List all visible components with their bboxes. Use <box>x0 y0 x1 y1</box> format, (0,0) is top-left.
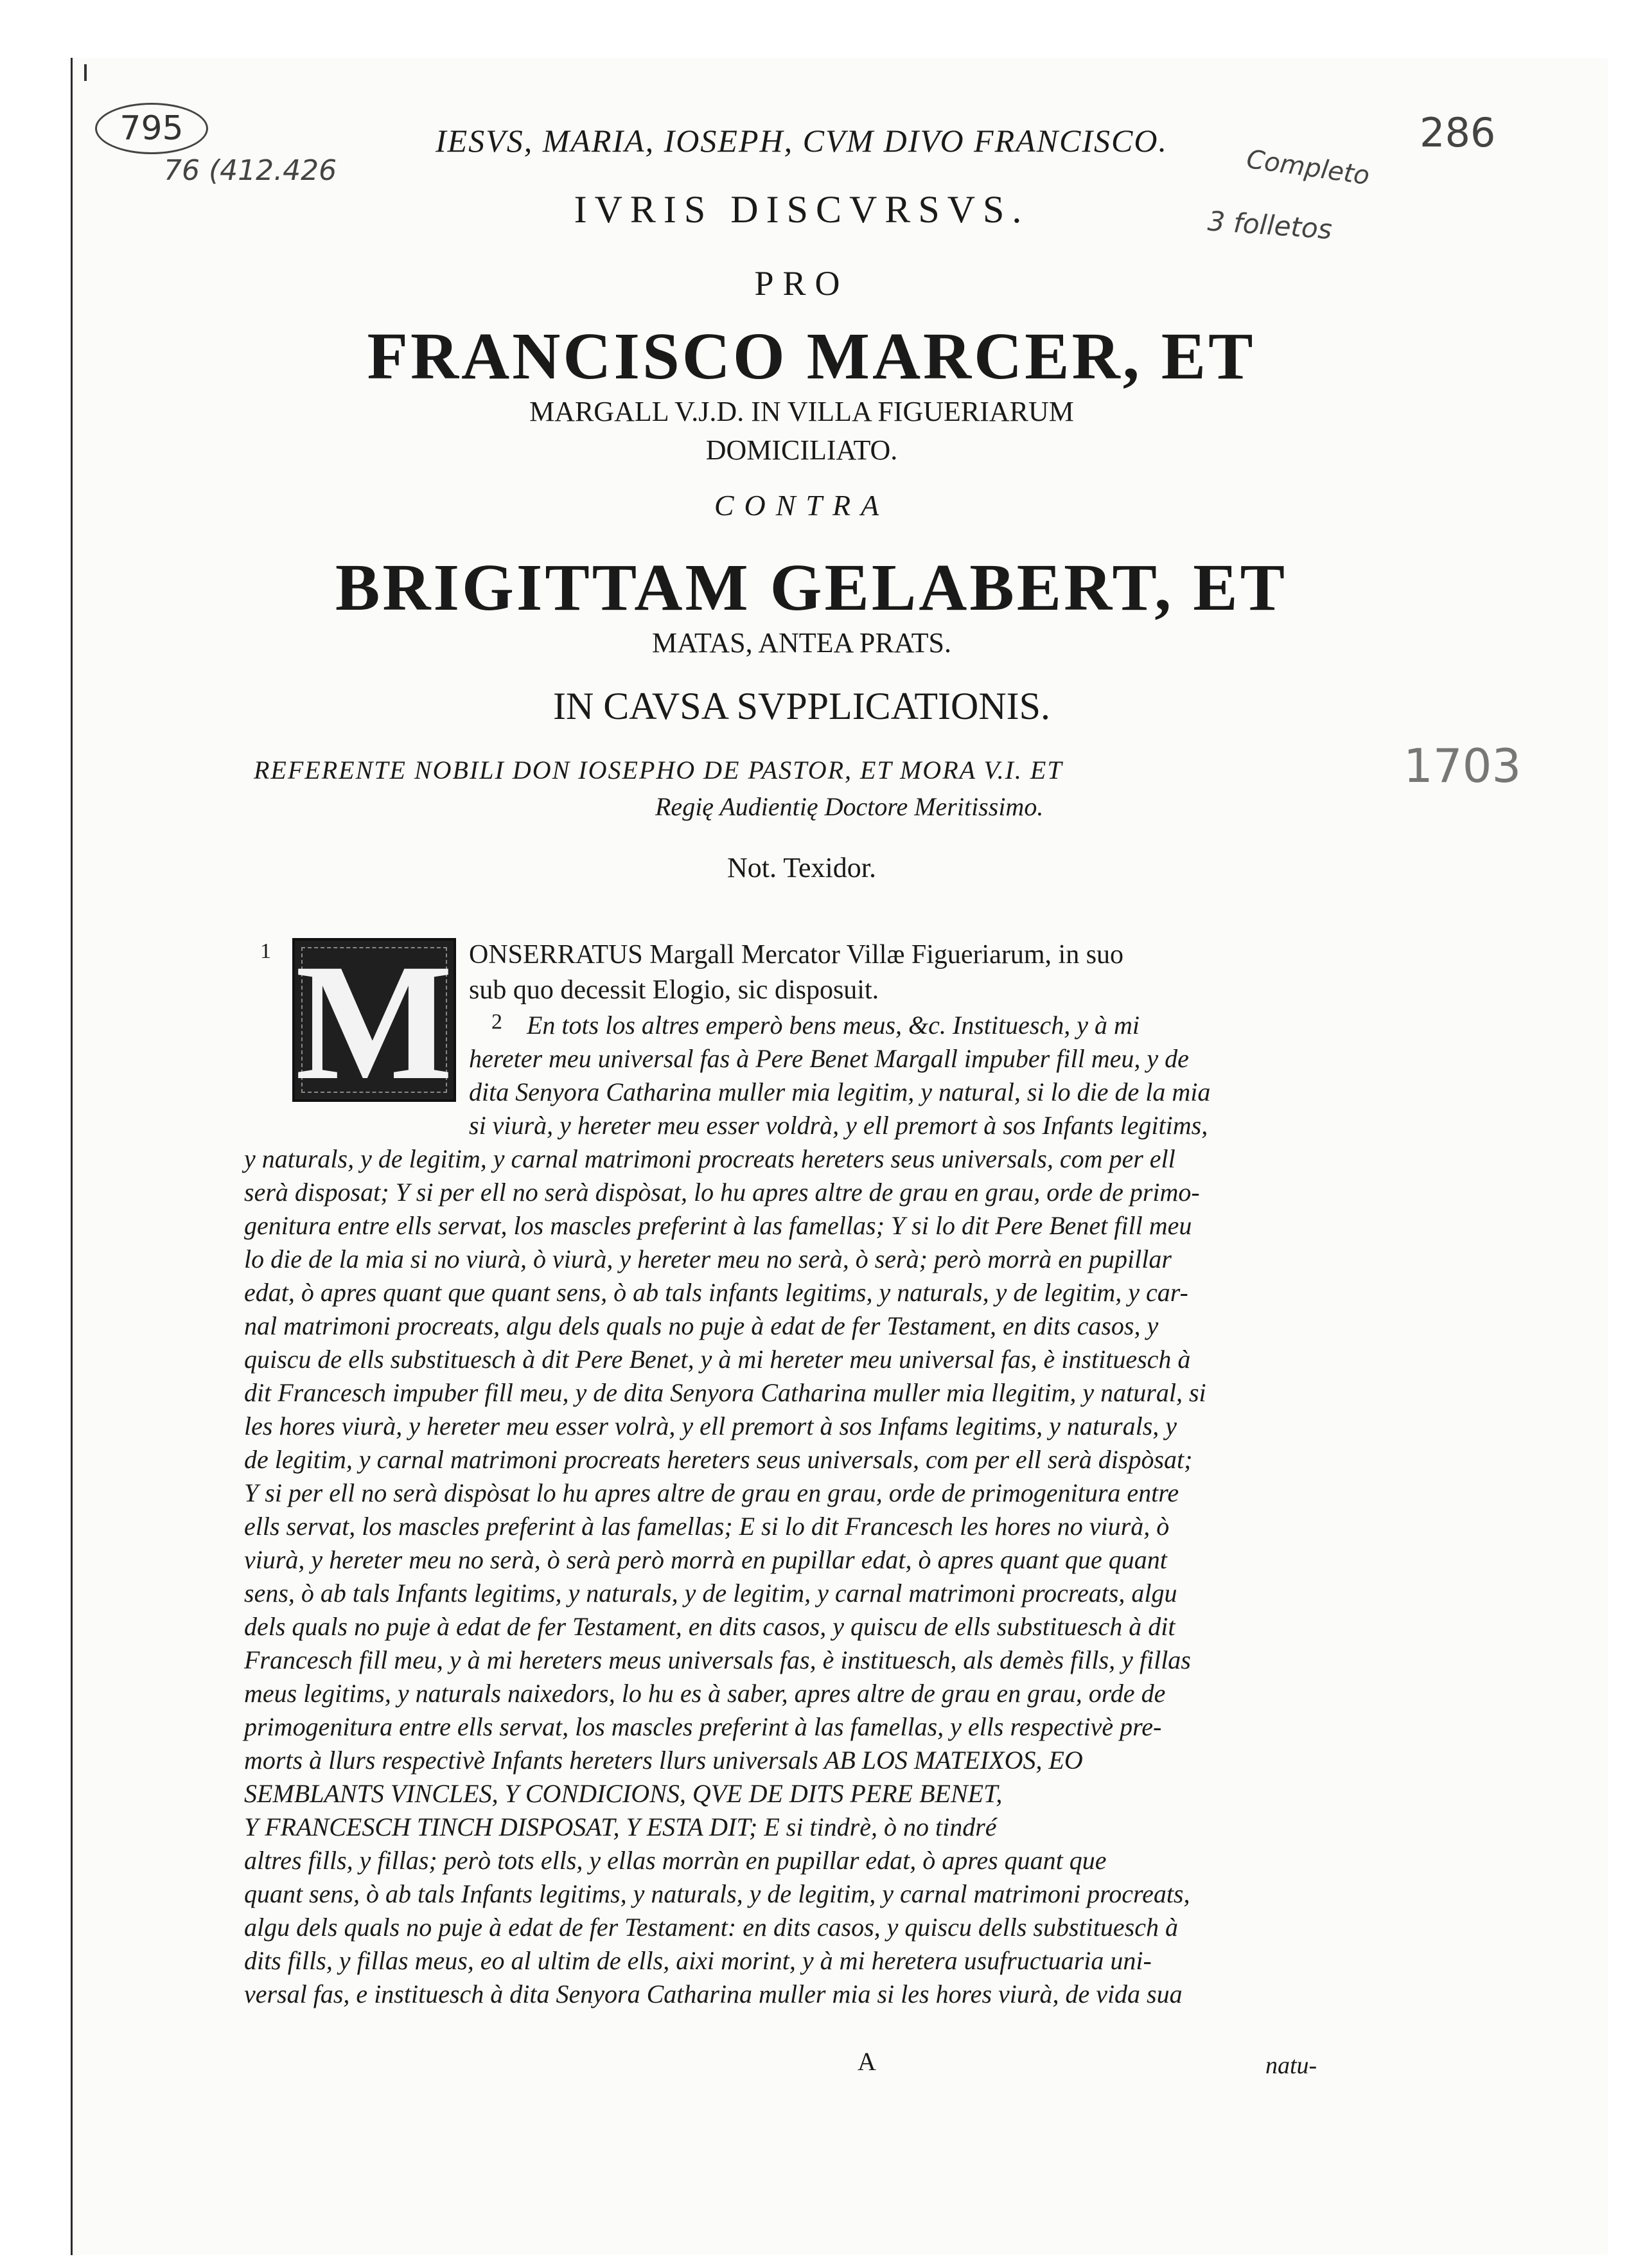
archive-number: 795 <box>119 109 184 148</box>
case-type: IN CAVSA SVPPLICATIONIS. <box>552 685 1051 727</box>
text-line: SEMBLANTS VINCLES, Y CONDICIONS, QVE DE DITS PERE BENET, <box>244 1779 1003 1808</box>
text-line: lo die de la mia si no viurà, ò viurà, y hereter meu no serà, ò serà; però morrà en pupillar <box>244 1245 1172 1273</box>
invocation: IESVS, MARIA, IOSEPH, CVM DIVO FRANCISCO. <box>435 123 1168 159</box>
folio-number: 286 <box>1420 109 1496 156</box>
text-line: dits fills, y fillas meus, eo al ultim de ells, aixi morint, y à mi hereterа usufructuaria uni- <box>244 1946 1152 1975</box>
signature-mark: A <box>858 2047 876 2076</box>
text-line: morts à llurs respectivè Infants hereters llurs universals AB LOS MATEIXOS, EO <box>244 1746 1083 1775</box>
text-line: En tots los altres emperò bens meus, &c. Instituesch, y à mi <box>527 1011 1140 1040</box>
text-line: Y FRANCESCH TINCH DISPOSAT, Y ESTA DIT; E si tindrè, ò no tindré <box>244 1812 997 1841</box>
document-title: IVRIS DISCVRSVS. <box>574 188 1030 231</box>
party-two-name: BRIGITTAM GELABERT, ET <box>335 551 1287 625</box>
text-line: hereter meu universal fas à Pere Benet Margall impuber fill meu, y de <box>469 1044 1189 1073</box>
text-line: dit Francesch impuber fill meu, y de dita Senyora Catharina muller mia llegitim, y natural, si <box>244 1378 1206 1407</box>
catchword: natu- <box>1265 2052 1317 2079</box>
text-line: Francesch fill meu, y à mi hereters meus universals fas, è instituesch, als demès fills, y fillas <box>244 1645 1191 1674</box>
text-line: genitura entre ells servat, los mascles preferint à las famellas; Y si lo dit Pere Benet fill meu <box>244 1211 1192 1240</box>
text-line: viurà, y hereter meu no serà, ò serà però morrà en pupillar edat, ò apres quant que quant <box>244 1545 1167 1574</box>
text-line: les hores viurà, y hereter meu esser volrà, y ell premort à sos Infams legitims, y naturals, y <box>244 1412 1177 1440</box>
text-line: si viurà, y hereter meu esser voldrà, y ell premort à sos Infants legitims, <box>469 1111 1208 1140</box>
text-line: quant sens, ò ab tals Infants legitims, y naturals, y de legitim, y carnal matrimoni procreats, <box>244 1879 1190 1908</box>
text-line: dels quals no puje à edat de fer Testament, en dits casos, y quiscu de ells substituesch à dit <box>244 1612 1176 1641</box>
text-line: quiscu de ells substituesch à dit Pere Benet, y à mi hereter meu universal fas, è instituesch à <box>244 1345 1191 1374</box>
paragraph-number-1: 1 <box>260 939 271 963</box>
pro-label: PRO <box>754 264 849 303</box>
party-one-description: MARGALL V.J.D. IN VILLA FIGUERIARUM <box>529 396 1074 427</box>
note-folletos: 3 folletos <box>1206 205 1334 245</box>
referente-line-2: Regię Audientię Doctore Meritissimo. <box>655 792 1044 821</box>
text-line: y naturals, y de legitim, y carnal matrimoni procreats hereters seus universals, com per ell <box>244 1144 1176 1173</box>
party-two-description: MATAS, ANTEA PRATS. <box>652 627 951 659</box>
reference-note: 76 (412.426 <box>164 154 337 187</box>
text-line: edat, ò apres quant que quant sens, ò ab tals infants legitims, y naturals, y de legitim, y car- <box>244 1278 1188 1307</box>
text-line: primogenitura entre ells servat, los mascles preferint à las famellas, y ells respectivè pre- <box>244 1712 1162 1741</box>
archive-number-oval <box>95 103 208 154</box>
text-line: meus legitims, y naturals naixedors, lo hu es à saber, apres altre de grau en grau, orde de <box>244 1679 1166 1708</box>
text-line: versal fas, e instituesch à dita Senyora Catharina muller mia si les hores viurà, de vida sua <box>244 1980 1183 2008</box>
text-line: altres fills, y fillas; però tots ells, y ellas morràn en pupillar edat, ò apres quant que <box>244 1846 1107 1875</box>
referente-line: REFERENTE NOBILI DON IOSEPHO DE PASTOR, ET MORA V.I. ET <box>254 756 1063 784</box>
text-line: de legitim, y carnal matrimoni procreats hereters seus universals, com per ell serà dispòsat; <box>244 1445 1193 1474</box>
text-line: Y si per ell no serà dispòsat lo hu apres altre de grau en grau, orde de primogenitura entre <box>244 1478 1179 1507</box>
opening-line-2: sub quo decessit Elogio, sic disposuit. <box>469 975 879 1005</box>
text-line: algu dels quals no puje à edat de fer Testament: en dits casos, y quiscu dells substituesch à <box>244 1913 1178 1942</box>
party-one-domicile: DOMICILIATO. <box>705 434 898 466</box>
party-one-name: FRANCISCO MARCER, ET <box>367 319 1256 393</box>
decorated-initial <box>292 930 456 1115</box>
initial-letter: M <box>295 930 453 1115</box>
opening-line-1: ONSERRATUS Margall Mercator Villæ Figueriarum, in suo <box>469 940 1124 970</box>
text-line: ells servat, los mascles preferint à las famellas; E si lo dit Francesch les hores no viurà, ò <box>244 1512 1170 1541</box>
contra-label: CONTRA <box>714 489 890 522</box>
year-note: 1703 <box>1404 739 1522 793</box>
paragraph-number-2: 2 <box>491 1010 502 1034</box>
binding-mark <box>84 64 87 81</box>
text-line: sens, ò ab tals Infants legitims, y naturals, y de legitim, y carnal matrimoni procreats, algu <box>244 1579 1177 1608</box>
text-line: nal matrimoni procreats, algu dels quals no puje à edat de fer Testament, en dits casos, y <box>244 1311 1159 1340</box>
text-line: serà disposat; Y si per ell no serà dispòsat, lo hu apres altre de grau en grau, orde de primo- <box>244 1178 1200 1207</box>
text-line: dita Senyora Catharina muller mia legitim, y natural, si lo die de la mia <box>469 1077 1211 1106</box>
note-completo: Completo <box>1244 144 1371 191</box>
notary-line: Not. Texidor. <box>727 852 876 883</box>
